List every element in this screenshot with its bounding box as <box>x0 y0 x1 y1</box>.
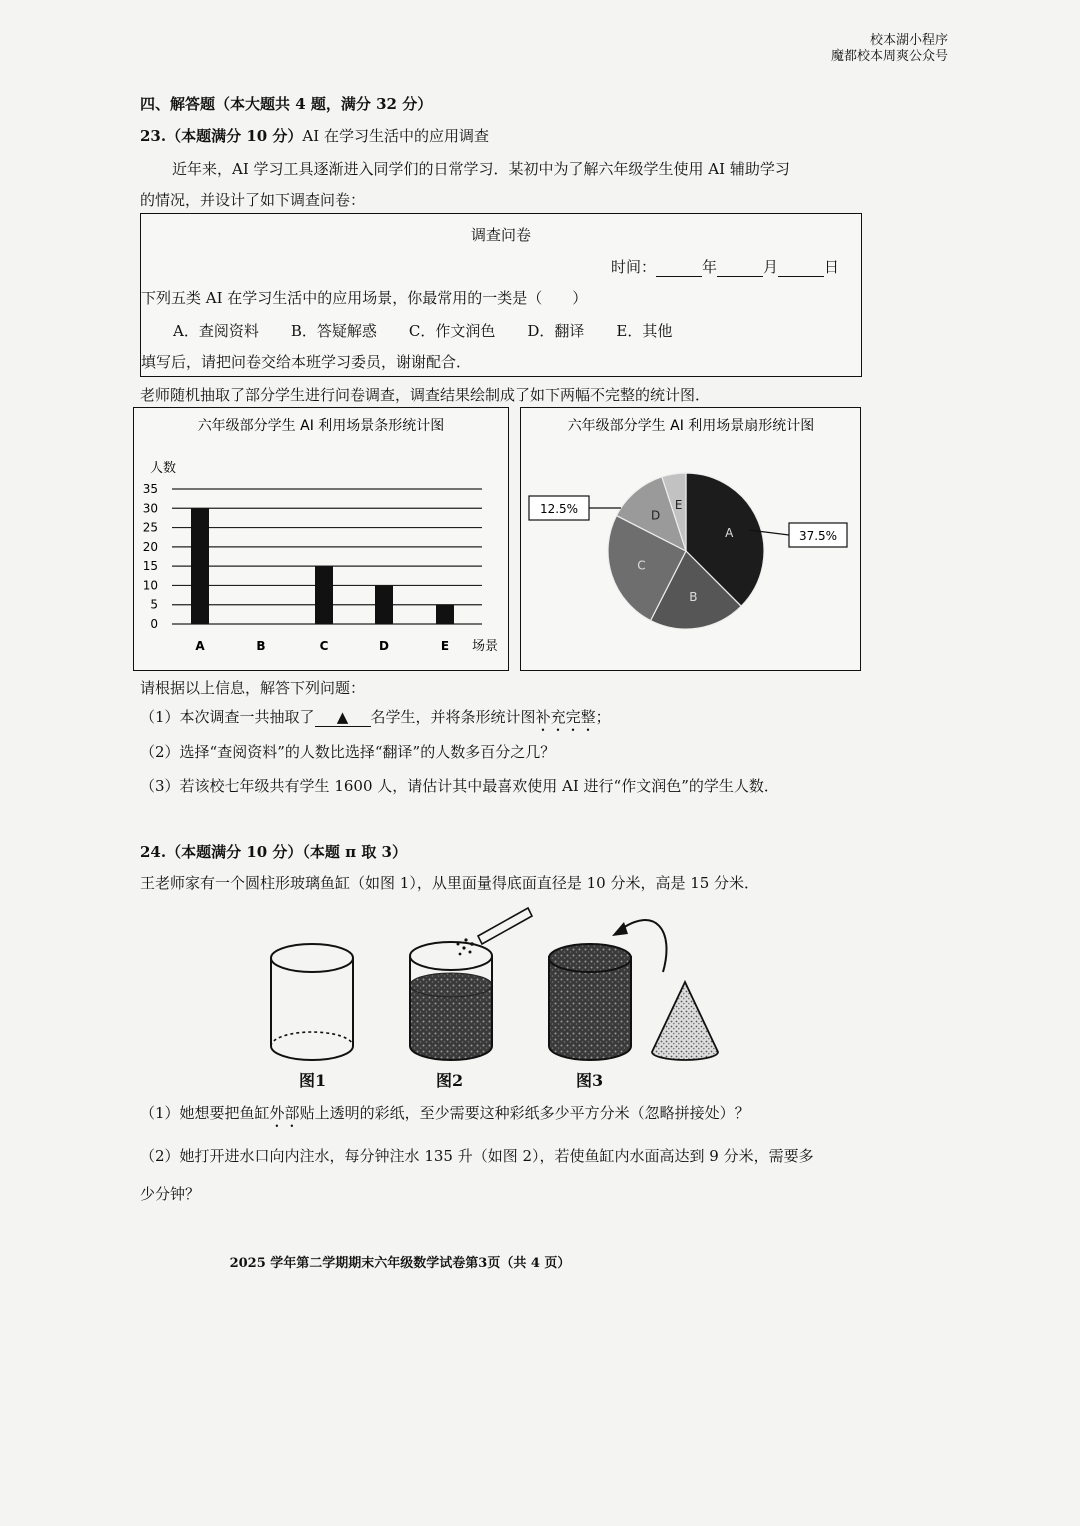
after-survey-text: 老师随机抽取了部分学生进行问卷调查，调查结果绘制成了如下两幅不完整的统计图． <box>140 386 711 404</box>
figure-2-cylinder-filling <box>410 908 532 1060</box>
time-label: 时间： <box>611 258 657 276</box>
survey-options <box>173 320 672 341</box>
pie-chart-panel <box>520 407 861 671</box>
q23-sub1-mid: 名学生，并将条形统计图 <box>370 708 536 726</box>
bar-category-label: A <box>195 639 205 653</box>
header-line-2: 魔都校本周爽公众号 <box>830 49 948 64</box>
bar-chart <box>134 408 508 670</box>
pie-chart-title: 六年级部分学生 AI 利用场景扇形统计图 <box>567 418 815 434</box>
bar-category-label: D <box>379 639 389 653</box>
q24-sub1 <box>140 1102 750 1131</box>
bar-ytick-label: 10 <box>142 578 158 593</box>
q23-number: 23.（本题满分 10 分） <box>140 127 303 145</box>
survey-time <box>611 256 839 277</box>
callout-d-value: 12.5% <box>539 502 579 516</box>
answer-blank <box>315 708 371 727</box>
section-title: 四、解答题（本大题共 4 题，满分 32 分） <box>140 95 433 113</box>
bar-c <box>315 566 333 624</box>
pie-chart <box>521 408 860 670</box>
q23-sub1 <box>140 706 611 735</box>
figure-2-label: 图2 <box>436 1071 464 1090</box>
q23-title <box>140 125 489 146</box>
q23-sub1-end: ； <box>595 708 611 726</box>
q23-sub1-pre: （1）本次调查一共抽取了 <box>140 708 315 726</box>
q24-intro: 王老师家有一个圆柱形玻璃鱼缸（如图 1），从里面量得底面直径是 10 分米，高是 15 分米． <box>140 874 760 892</box>
bar-ytick-label: 35 <box>142 482 158 496</box>
survey-note: 填写后，请把问卷交给本班学习委员，谢谢配合． <box>141 353 472 371</box>
callout-a-value: 37.5% <box>798 529 838 543</box>
day-label: 日 <box>824 258 840 276</box>
q23-intro-1: 近年来，AI 学习工具逐渐进入同学们的日常学习．某初中为了解六年级学生使用 AI 辅助学习 <box>172 160 790 178</box>
option-e: E．其他 <box>616 322 673 340</box>
month-label: 月 <box>763 258 779 276</box>
q23-sub1-emphasis: 补充完整 <box>535 708 596 726</box>
figure-1-cylinder <box>271 944 353 1060</box>
bar-category-label: B <box>256 639 266 653</box>
q23-sub3: （3）若该校七年级共有学生 1600 人，请估计其中最喜欢使用 AI 进行“作文润色”的学生人数． <box>140 777 779 795</box>
bar-a <box>191 508 209 624</box>
month-blank <box>717 258 763 277</box>
bar-e <box>436 605 454 624</box>
option-c: C．作文润色 <box>408 322 496 340</box>
survey-question: 下列五类 AI 在学习生活中的应用场景，你最常用的一类是（ ） <box>141 289 588 307</box>
option-d: D．翻译 <box>527 322 585 340</box>
bar-chart-title: 六年级部分学生 AI 利用场景条形统计图 <box>197 418 445 434</box>
survey-title: 调查问卷 <box>470 226 531 244</box>
bar-category-label: E <box>440 639 450 653</box>
day-blank <box>778 258 824 277</box>
q23-sub2: （2）选择“查阅资料”的人数比选择“翻译”的人数多百分之几？ <box>140 743 556 761</box>
bar-category-label: C <box>319 639 329 653</box>
page-header-watermark <box>831 33 948 65</box>
bar-d <box>375 585 393 624</box>
pie-slice-label: A <box>725 526 734 541</box>
bar-ytick-label: 20 <box>142 539 158 554</box>
q24-sub1-emphasis: 外部 <box>269 1104 300 1122</box>
bar-ytick-label: 15 <box>142 559 158 574</box>
q24-sub1-pre: （1）她想要把鱼缸 <box>140 1104 270 1122</box>
figure-3-cylinder-cone <box>549 920 718 1060</box>
bar-ytick-label: 0 <box>150 617 158 631</box>
bar-ytick-label: 25 <box>142 520 158 535</box>
bar-ytick-label: 5 <box>150 597 158 612</box>
option-b: B．答疑解惑 <box>290 322 377 340</box>
option-a: A．查阅资料 <box>173 322 259 340</box>
bar-chart-ylabel: 人数 <box>150 461 177 476</box>
header-line-1: 校本湖小程序 <box>869 33 948 48</box>
figure-3-label: 图3 <box>576 1071 604 1090</box>
q23-topic: AI 在学习生活中的应用调查 <box>302 127 489 145</box>
bar-ytick-label: 30 <box>142 501 158 516</box>
bar-chart-xlabel: 场景 <box>472 639 499 654</box>
survey-box <box>140 213 862 377</box>
q24-sub1-end: 贴上透明的彩纸，至少需要这种彩纸多少平方分米（忽略拼接处）？ <box>299 1104 750 1122</box>
pie-slice-label: E <box>674 497 683 512</box>
bar-chart-panel <box>133 407 509 671</box>
cylinder-figures <box>260 900 740 1095</box>
year-blank <box>656 258 702 277</box>
q24-title: 24.（本题满分 10 分）（本题 π 取 3） <box>140 843 407 861</box>
pie-slice-label: B <box>689 590 698 605</box>
pie-slice-label: D <box>650 508 661 523</box>
q24-sub2-line2: 少分钟？ <box>140 1185 201 1203</box>
q24-sub2-line1: （2）她打开进水口向内注水，每分钟注水 135 升（如图 2），若使鱼缸内水面高达到 9 分米，需要多 <box>140 1147 814 1165</box>
year-label: 年 <box>702 258 718 276</box>
ask-intro: 请根据以上信息，解答下列问题： <box>140 679 366 697</box>
pie-slice-label: C <box>637 558 646 573</box>
page-footer: 2025 学年第二学期期末六年级数学试卷第3页（共 4 页） <box>229 1256 571 1271</box>
answer-blank-marker: ▲ <box>336 708 349 726</box>
q23-intro-2: 的情况，并设计了如下调查问卷： <box>140 191 366 209</box>
figure-1-label: 图1 <box>299 1071 327 1090</box>
